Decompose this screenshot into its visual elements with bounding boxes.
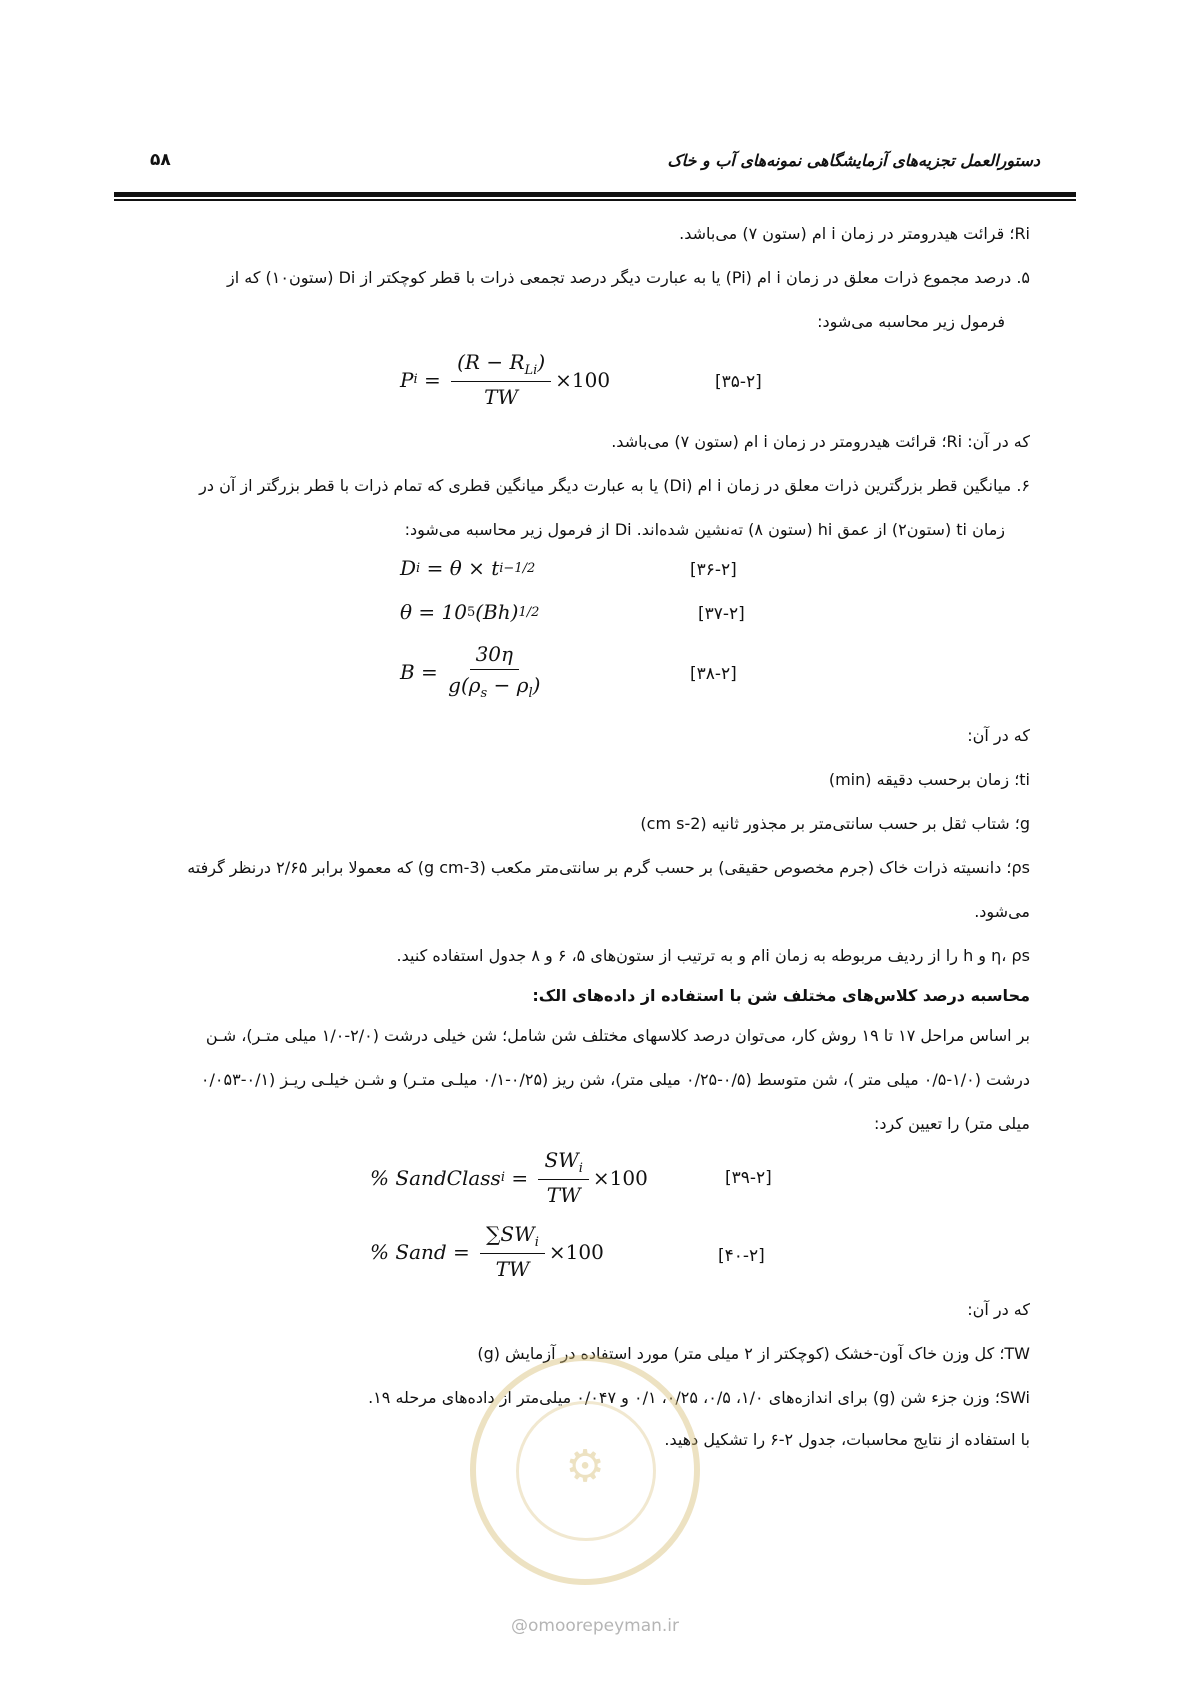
text-line-rho-cont: می‌شود. xyxy=(974,902,1030,921)
text-line-where-2: که در آن: xyxy=(967,1300,1030,1319)
equation-38-label: [۳۸-۲] xyxy=(690,664,737,684)
text-line-rho-def: ρs؛ دانسیته ذرات خاک (جرم مخصوص حقیقی) بر حسب گرم بر سانتی‌متر مکعب (g cm-3) که معمولا برابر ۲/۶۵ درنظر گرفته xyxy=(187,858,1030,877)
text-line-item5: ۵. درصد مجموع ذرات معلق در زمان i ام (Pi) یا به عبارت دیگر درصد تجمعی ذرات با قطر کوچکتر از Di (ستون۱۰) که از xyxy=(227,268,1030,287)
text-line-ti-def: ti؛ زمان برحسب دقیقه (min) xyxy=(828,770,1030,789)
equation-35: P i = $\frac{(R - R_{Li})}{TW}$ ×100 xyxy=(400,350,611,409)
section-heading-sand: محاسبه درصد کلاس‌های مختلف شن با استفاده از داده‌های الک: xyxy=(532,986,1030,1005)
equation-35-label: [۳۵-۲] xyxy=(715,372,762,392)
text-line-ti-hi: زمان ti (ستون۲) از عمق hi (ستون ۸) ته‌نشین شده‌اند. Di از فرمول زیر محاسبه می‌شود: xyxy=(404,520,1005,539)
text-line-sand-2: درشت (۱/۰-۰/۵ میلی متر )، شن متوسط (۰/۵-۰/۲۵ میلی متر)، شن ریز (۰/۲۵-۰/۱ میلـی متـر) و شـن خیلـی ریـز (۰/۱-۰/۰۵۳ xyxy=(200,1070,1030,1089)
equation-37-label: [۳۷-۲] xyxy=(698,604,745,624)
text-line-formula-intro: فرمول زیر محاسبه می‌شود: xyxy=(817,312,1005,331)
equation-39: % SandClass i = $\frac{SW_i}{TW}$ ×100 xyxy=(370,1148,648,1207)
equation-40: % Sand = $\frac{\sum SW_i}{TW}$ ×100 xyxy=(370,1222,604,1281)
text-line-g-def: g؛ شتاب ثقل بر حسب سانتی‌متر بر مجذور ثانیه (cm s-2) xyxy=(640,814,1030,833)
page-number: ۵۸ xyxy=(150,150,171,170)
equation-39-label: [۳۹-۲] xyxy=(725,1168,772,1188)
equation-38: B = $\frac{30\eta}{g(\rho_s - \rho_l)}$ xyxy=(400,642,541,701)
header-rule-thin xyxy=(114,199,1076,201)
text-line-sand-1: بر اساس مراحل ۱۷ تا ۱۹ روش کار، می‌توان درصد کلاسهای مختلف شن شامل؛ شن خیلی درشت (۲/۰-۱/۰ میلی متـر)، شـن xyxy=(205,1026,1030,1045)
text-line-tw-def: TW؛ کل وزن خاک آون-خشک (کوچکتر از ۲ میلی متر) مورد استفاده در آزمایش (g) xyxy=(477,1344,1030,1363)
equation-36-label: [۳۶-۲] xyxy=(690,560,737,580)
text-line-where-1: که در آن: xyxy=(967,726,1030,745)
text-line-table: با استفاده از نتایج محاسبات، جدول ۲-۶ را تشکیل دهید. xyxy=(664,1430,1030,1449)
header-rule-thick xyxy=(114,192,1076,197)
text-line-ri: Ri؛ قرائت هیدرومتر در زمان i ام (ستون ۷) می‌باشد. xyxy=(679,224,1030,243)
watermark-seal xyxy=(470,1355,700,1585)
text-line-eta: η، ρs و h را از ردیف مربوطه به زمان iام و به ترتیب از ستون‌های ۵، ۶ و ۸ جدول استفاده کنید. xyxy=(396,946,1030,965)
page-header xyxy=(150,140,1040,180)
text-line-swi-def: SWi؛ وزن جزء شن (g) برای اندازه‌های ۱/۰، ۰/۵، ۰/۲۵، ۰/۱ و ۰/۰۴۷ میلی‌متر از داده‌های مرحله ۱۹. xyxy=(368,1388,1030,1407)
equation-36: D i = θ × t i −1/2 xyxy=(400,556,536,580)
running-title: دستورالعمل تجزیه‌های آزمایشگاهی نمونه‌های آب و خاک xyxy=(667,150,1040,170)
seal-gear-icon: ⚙ xyxy=(565,1441,605,1492)
text-line-where-ri: که در آن: Ri؛ قرائت هیدرومتر در زمان i ام (ستون ۷) می‌باشد. xyxy=(611,432,1030,451)
equation-40-label: [۴۰-۲] xyxy=(718,1246,765,1266)
watermark-site: @omoorepeyman.ir xyxy=(510,1616,680,1636)
equation-37: θ = 10 5 (Bh) 1/2 xyxy=(400,600,540,624)
text-line-item6: ۶. میانگین قطر بزرگترین ذرات معلق در زمان i ام (Di) یا به عبارت دیگر میانگین قطری که تمام ذرات با قطر بزرگتر از آن در xyxy=(199,476,1030,495)
text-line-sand-3: میلی متر) را تعیین کرد: xyxy=(874,1114,1030,1133)
